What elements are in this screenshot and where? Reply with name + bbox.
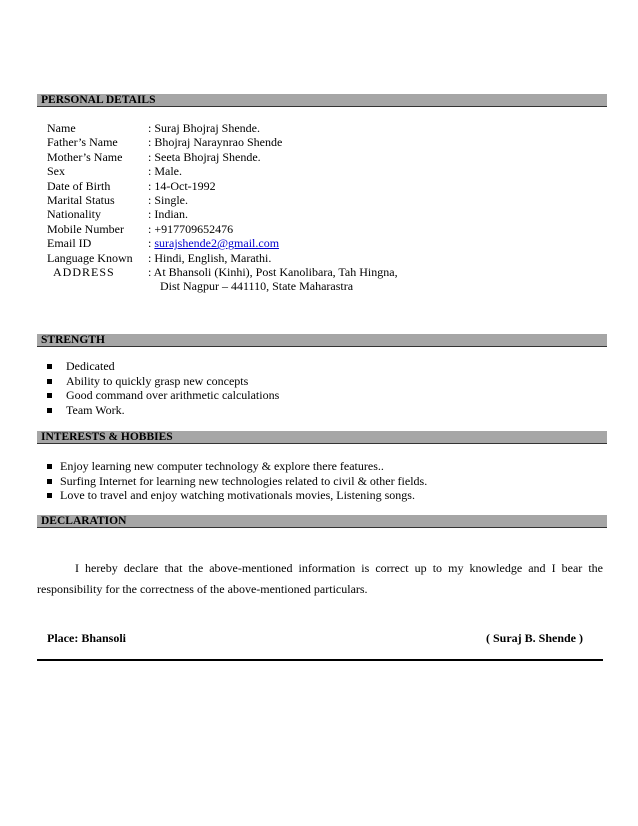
list-item-text: Ability to quickly grasp new concepts <box>66 373 249 388</box>
email-link[interactable]: surajshende2@gmail.com <box>154 236 280 251</box>
detail-value: : At Bhansoli (Kinhi), Post Kanolibara, Tah Hingna, <box>148 264 398 279</box>
personal-details-heading-text: PERSONAL DETAILS <box>41 94 156 106</box>
detail-value: : +917709652476 <box>148 221 234 236</box>
detail-label: Language Known <box>47 250 133 265</box>
list-item-text: Dedicated <box>66 359 115 373</box>
interests-heading-text: INTERESTS & HOBBIES <box>41 431 173 443</box>
detail-label: Sex <box>47 164 65 179</box>
detail-value: : Hindi, English, Marathi. <box>148 250 272 265</box>
bullet-square-icon <box>47 493 52 498</box>
list-item-text: Enjoy learning new computer technology & explore there features.. <box>60 459 384 473</box>
declaration-heading-text: DECLARATION <box>41 515 127 527</box>
email-prefix: : <box>148 236 155 251</box>
detail-value: Dist Nagpur – 441110, State Maharastra <box>160 279 354 294</box>
bottom-divider <box>37 659 603 661</box>
bullet-square-icon <box>47 479 52 484</box>
detail-label: Mobile Number <box>47 221 124 236</box>
signature-name: ( Suraj B. Shende ) <box>485 631 583 645</box>
detail-label: Marital Status <box>47 192 115 207</box>
detail-value <box>148 236 279 250</box>
place-text: Place: Bhansoli <box>47 631 127 645</box>
detail-value: : Single. <box>148 192 189 207</box>
detail-value: : Suraj Bhojraj Shende. <box>148 121 260 135</box>
interests-heading <box>37 431 607 444</box>
detail-label: Nationality <box>47 207 101 222</box>
list-item-text: Surfing Internet for learning new technologies related to civil & other fields. <box>60 473 428 488</box>
declaration-text: I hereby declare that the above-mentioned information is correct up to my knowledge and I bear the responsibility for the correctness of the above-mentioned particulars. <box>37 561 603 596</box>
list-item-text: Team Work. <box>66 402 125 417</box>
detail-label: ADDRESS <box>53 264 115 279</box>
strength-heading <box>37 334 607 347</box>
bullet-square-icon <box>47 364 52 369</box>
bullet-square-icon <box>47 393 52 398</box>
bullet-square-icon <box>47 408 52 413</box>
detail-value: : 14-Oct-1992 <box>148 178 216 193</box>
detail-value: : Indian. <box>148 207 188 222</box>
detail-value: : Seeta Bhojraj Shende. <box>148 149 261 164</box>
detail-label: Father’s Name <box>47 135 118 150</box>
bullet-square-icon <box>47 464 52 469</box>
list-item-text: Love to travel and enjoy watching motivationals movies, Listening songs. <box>60 488 415 502</box>
bullet-square-icon <box>47 379 52 384</box>
declaration-heading <box>37 515 607 528</box>
detail-value: : Male. <box>148 164 182 179</box>
list-item-text: Good command over arithmetic calculations <box>66 388 280 402</box>
detail-value: : Bhojraj Naraynrao Shende <box>148 135 283 150</box>
detail-label: Mother’s Name <box>47 149 123 164</box>
detail-label: Date of Birth <box>47 178 111 193</box>
personal-details-heading <box>37 94 607 107</box>
detail-label: Email ID <box>47 236 92 251</box>
detail-label: Name <box>47 121 76 135</box>
strength-heading-text: STRENGTH <box>41 334 105 346</box>
